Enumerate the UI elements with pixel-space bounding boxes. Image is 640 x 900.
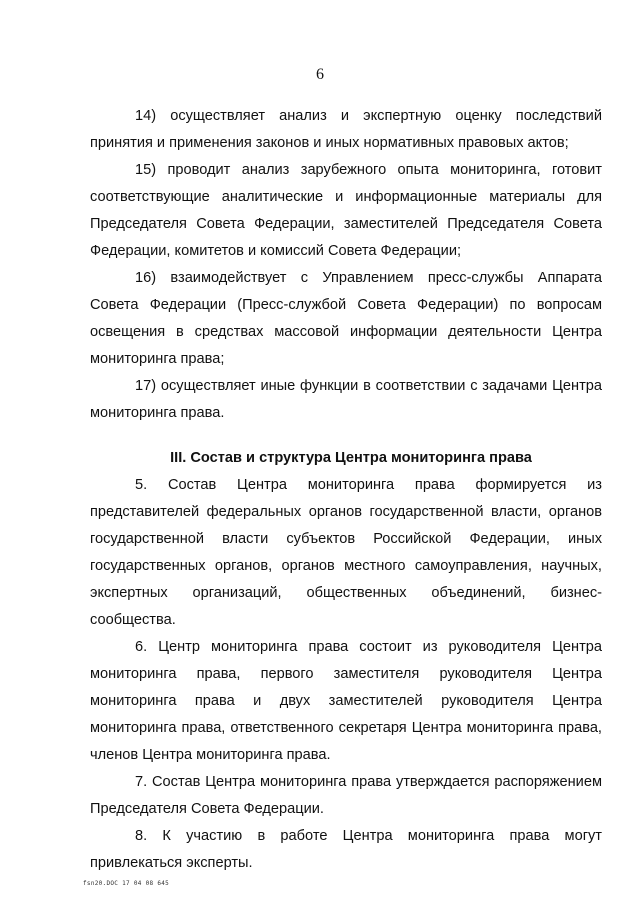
paragraph-14: 14) осуществляет анализ и экспертную оценку последствий принятия и применения законов и иных нормативных правовых актов; bbox=[90, 108, 602, 151]
document-body bbox=[90, 103, 602, 877]
paragraph-8: 8. К участию в работе Центра мониторинга права могут привлекаться эксперты. bbox=[90, 828, 602, 871]
paragraph-17: 17) осуществляет иные функции в соответствии с задачами Центра мониторинга права. bbox=[90, 378, 602, 421]
section-heading: III. Состав и структура Центра мониторинга права bbox=[170, 450, 532, 466]
page-number: 6 bbox=[316, 66, 324, 83]
footer-file-code: fsn20.DOC 17 04 08 645 bbox=[83, 880, 170, 887]
paragraph-16: 16) взаимодействует с Управлением пресс-службы Аппарата Совета Федерации (Пресс-службой Совета Федерации) по вопросам освещения в средствах массовой информации деятельности Центра мониторинга права; bbox=[90, 270, 602, 367]
paragraph-5: 5. Состав Центра мониторинга права формируется из представителей федеральных органов государственной власти, органов государственной власти субъектов Российской Федерации, иных государственных органов, органов местного самоуправления, научных, экспертных организаций, общественных объединений, бизнес-сообщества. bbox=[90, 477, 602, 628]
paragraph-7: 7. Состав Центра мониторинга права утверждается распоряжением Председателя Совета Федерации. bbox=[90, 774, 602, 817]
paragraph-6: 6. Центр мониторинга права состоит из руководителя Центра мониторинга права, первого заместителя руководителя Центра мониторинга права и двух заместителей руководителя Центра мониторинга права, ответственного секретаря Центра мониторинга права, членов Центра мониторинга права. bbox=[90, 639, 602, 763]
paragraph-15: 15) проводит анализ зарубежного опыта мониторинга, готовит соответствующие аналитические и информационные материалы для Председателя Совета Федерации, заместителей Председателя Совета Федерации, комитетов и комиссий Совета Федерации; bbox=[90, 162, 602, 259]
